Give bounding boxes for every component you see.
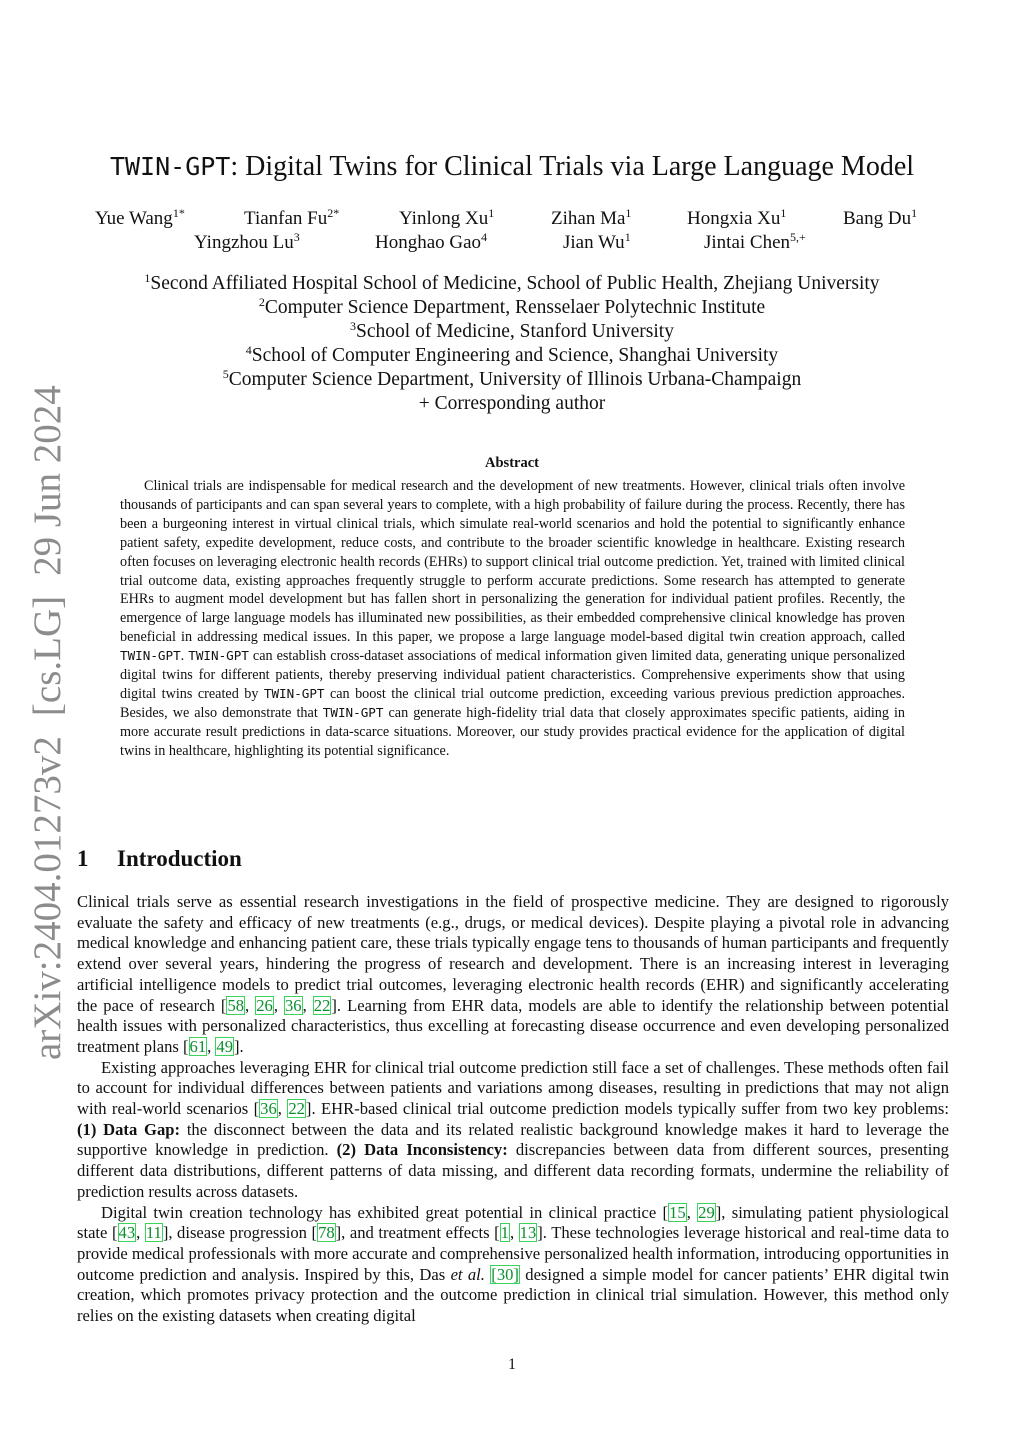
citation-link[interactable]: 49	[216, 1036, 233, 1056]
body-text	[77, 892, 949, 1327]
model-name: TWIN-GPT	[120, 648, 181, 664]
author: Yue Wang$^{1*}$	[95, 206, 185, 229]
affiliation: $^3$School of Medicine, Stanford University	[350, 319, 674, 342]
model-name: TWIN-GPT	[322, 704, 384, 720]
section-heading	[77, 846, 242, 872]
arxiv-date: 29 Jun 2024	[26, 385, 69, 576]
arxiv-category: [cs.LG]	[26, 595, 69, 717]
affiliation-list	[0, 272, 1024, 416]
citation-link[interactable]: 22	[288, 1099, 305, 1119]
model-name: TWIN-GPT	[263, 685, 325, 701]
citation-link[interactable]: 43	[118, 1223, 136, 1243]
citation-link[interactable]: 78	[318, 1223, 335, 1243]
author: Jian Wu$^1$	[563, 230, 631, 253]
paragraph: Clinical trials serve as essential research investigations in the field of prospective medicine. They are designed to rigorously evaluate the safety and efficacy of new treatments (e.g., drugs, or medical devices). Despite playing a pivotal role in advancing medical knowledge and enhancing patient care, these trials typically engage tens to thousands of human participants and frequently extend over several years, hindering the progress of research and development. There is an increasing interest in leveraging artificial intelligence models to predict trial outcomes, leveraging electronic health records (EHR) and significantly accelerating the pace of research [58, 26, 36, 22]. Learning from EHR data, models are able to identify the relationship between potential health issues with personalized characteristics, thus excelling at forecasting disease occurrence and even developing personalized treatment plans [61, 49].	[77, 892, 949, 1056]
citation-link[interactable]: 11	[145, 1223, 162, 1243]
section-number: 1	[77, 846, 89, 871]
citation-link[interactable]: 22	[313, 995, 331, 1015]
author: Tianfan $Fu^{2*}$	[244, 206, 340, 229]
citation-link[interactable]: 15	[669, 1202, 686, 1222]
citation-link[interactable]: 29	[698, 1202, 715, 1222]
author: Yinlong Xu$^1$	[399, 206, 495, 229]
arxiv-identifier	[20, 385, 76, 1060]
citation-link[interactable]: 58	[227, 995, 245, 1015]
page-number: 1	[508, 1356, 516, 1373]
abstract-heading: Abstract	[485, 455, 539, 471]
author: Honghao Gao$^4$	[375, 230, 488, 253]
citation-link[interactable]: 61	[189, 1036, 207, 1056]
title-model-name: TWIN-GPT	[109, 152, 231, 181]
author: Jintai Chen$^{5,+}$	[704, 230, 806, 253]
author-row-2	[0, 232, 1024, 256]
arxiv-id: arXiv:2404.01273v2	[26, 736, 69, 1060]
affiliation: $^1$Second Affiliated Hospital School of Medicine, School of Public Health, Zhejiang University	[144, 271, 880, 294]
paragraph: Digital twin creation technology has exhibited great potential in clinical practice [15, 29], simulating patient physiological state [43, 11], disease progression [78], and treatment effects [1, 13]. These technologies leverage historical and real-time data to provide medical professionals with more accurate and comprehensive personalized health information, introducing opportunities in outcome prediction and analysis. Inspired by this, Das et al. [30] designed a simple model for cancer patients’ EHR digital twin creation, which promotes privacy protection and the outcome prediction in clinical trial simulation. However, this method only relies on the existing datasets when creating digital	[77, 1202, 949, 1326]
paper-title	[0, 150, 1024, 184]
paragraph: Existing approaches leveraging EHR for clinical trial outcome prediction still face a set of challenges. These methods often fail to account for individual differences between patients and variations among diseases, resulting in predictions that may not align with real-world scenarios [36, 22]. EHR-based clinical trial outcome prediction models typically suffer from two key problems: (1) Data Gap: the disconnect between the data and its related realistic background knowledge makes it hard to leverage the supportive knowledge in prediction. (2) Data Inconsistency: discrepancies between data from different sources, presenting different data distributions, different patterns of data missing, and different data recording formats, undermine the reliability of prediction results across datasets.	[77, 1057, 949, 1201]
title-text: : Digital Twins for Clinical Trials via Large Language Model	[230, 151, 915, 182]
author: Bang Du$^1$	[843, 206, 918, 229]
affiliation: $^5$Computer Science Department, University of Illinois Urbana-Champaign	[222, 367, 802, 390]
author: Yingzhou Lu$^3$	[194, 230, 300, 253]
abstract-text: Clinical trials are indispensable for medical research and the development of new treatments. However, clinical trials often involve thousands of participants and can span several years to complete, with a high probability of failure during the process. Recently, there has been a burgeoning interest in virtual clinical trials, which simulate real-world scenarios and hold the potential to significantly enhance patient safety, expedite development, reduce costs, and contribute to the broader scientific knowledge in healthcare. Existing research often focuses on leveraging electronic health records (EHRs) to support clinical trial outcome prediction. Yet, trained with limited clinical trial outcome data, existing approaches frequently struggle to perform accurate predictions. Some research has attempted to generate EHRs to augment model development but has fallen short in personalizing the generation for individual patient profiles. Recently, the emergence of large language models has illuminated new possibilities, as their embedded comprehensive clinical knowledge has proven beneficial in addressing medical issues. In this paper, we propose a large language model-based digital twin creation approach, called TWIN-GPT. TWIN-GPT can establish cross-dataset associations of medical information given limited data, generating unique personalized digital twins for different patients, thereby preserving individual patient characteristics. Comprehensive experiments show that using digital twins created by TWIN-GPT can boost the clinical trial outcome prediction, exceeding various previous prediction approaches. Besides, we also demonstrate that TWIN-GPT can generate high-fidelity trial data that closely approximates specific patients, aiding in more accurate result predictions in data-scarce situations. Moreover, our study provides practical evidence for the application of digital twins in healthcare, highlighting its potential significance.	[120, 478, 905, 759]
data-inconsistency-label: (2) Data Inconsistency:	[336, 1140, 508, 1160]
citation-link[interactable]: 36	[260, 1099, 277, 1119]
citation-link[interactable]: 36	[285, 995, 302, 1015]
citation-link[interactable]: 1	[500, 1223, 509, 1243]
data-gap-label: (1) Data Gap:	[77, 1119, 181, 1139]
author-row-1	[0, 208, 1024, 232]
citation-link[interactable]: 26	[256, 995, 273, 1015]
section-title: Introduction	[117, 846, 242, 871]
affiliation: $^2$Computer Science Department, Rensselaer Polytechnic Institute	[258, 295, 766, 318]
author: Hongxia Xu$^1$	[687, 206, 787, 229]
author: Zihan Ma$^1$	[551, 206, 632, 229]
corresponding-author-note: + Corresponding author	[418, 393, 606, 414]
model-name: TWIN-GPT	[188, 648, 249, 664]
affiliation: $^4$School of Computer Engineering and Science, Shanghai University	[245, 343, 779, 366]
citation-link[interactable]: 13	[519, 1223, 537, 1243]
citation-link[interactable]: [30]	[491, 1264, 519, 1284]
